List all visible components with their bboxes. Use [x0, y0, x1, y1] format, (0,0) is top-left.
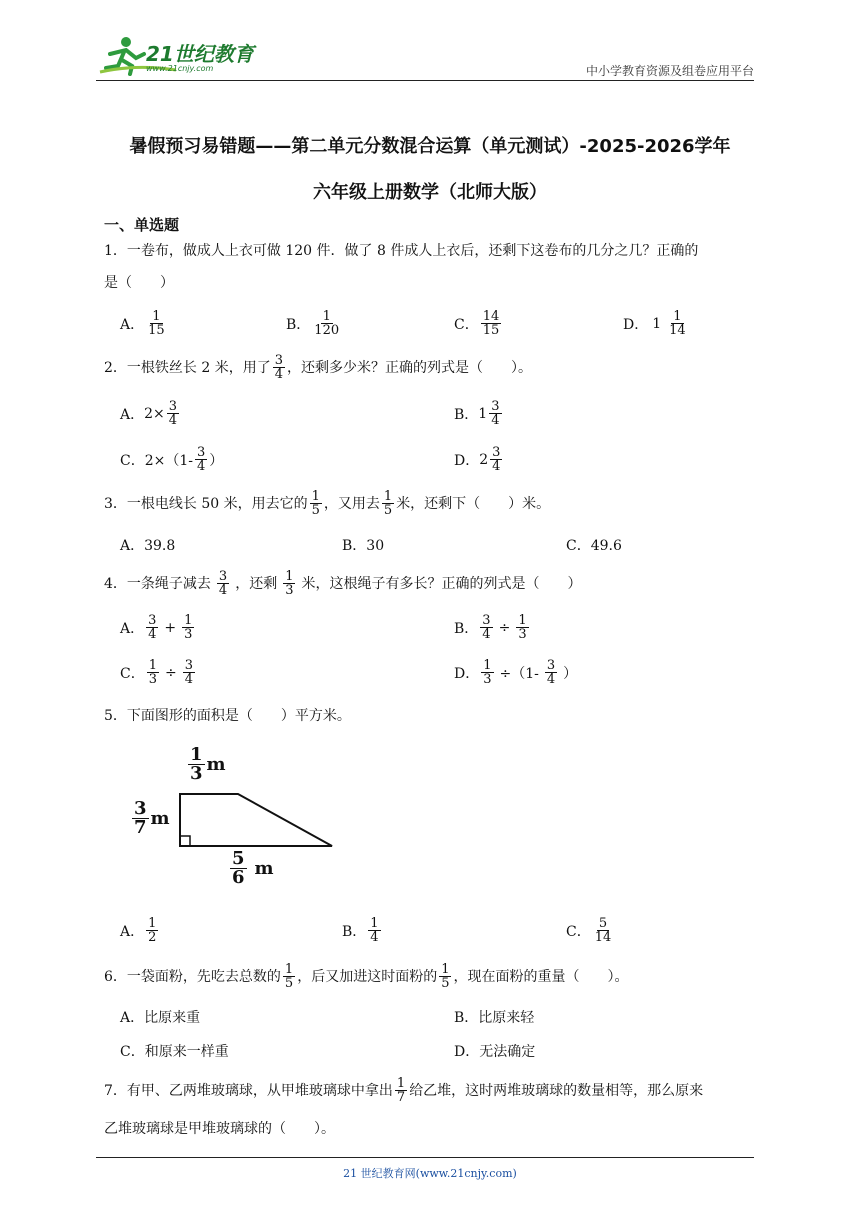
q6-option-c[interactable]: C．和原来一样重	[120, 1044, 229, 1060]
q1-option-c[interactable]: C． $\frac{14}{15}$	[454, 309, 500, 338]
q6-option-a[interactable]: A．比原来重	[120, 1010, 201, 1026]
q1-option-b[interactable]: B． $\frac{1}{120}$	[286, 309, 340, 338]
q4-option-a[interactable]: A． $\frac{3}{4}$ + $\frac{1}{3}$	[120, 613, 193, 642]
question-1-text-2: 是（ ）	[104, 275, 174, 291]
page-title-line2: 六年级上册数学（北师大版）	[313, 182, 547, 203]
q5-option-a[interactable]: A． $\frac{1}{2}$	[120, 916, 157, 945]
footer-divider	[96, 1157, 754, 1158]
q6-option-b[interactable]: B．比原来轻	[454, 1010, 535, 1026]
q3-option-b[interactable]: B．30	[342, 538, 385, 554]
question-4: 4．一条绳子减去 $\frac{3}{4}$ ，还剩 $\frac{1}{3}$ 米，这根绳子有多长？正确的列式是（ ）	[104, 569, 582, 598]
q4-option-b[interactable]: B． $\frac{3}{4}$ ÷ $\frac{1}{3}$	[454, 613, 527, 642]
bottom-base-label: $\frac{5}{6}$ m	[232, 848, 274, 888]
top-base-label: $\frac{1}{3}$ m	[190, 744, 226, 784]
question-2: 2．一根铁丝长 2 米，用了 $\frac{3}{4}$ ，还剩多少米？正确的列式是（ ）。	[104, 353, 532, 382]
q1-option-a[interactable]: A． $\frac{1}{15}$	[120, 309, 165, 338]
q3-option-c[interactable]: C．49.6	[566, 538, 622, 554]
height-label: $\frac{3}{7}$ m	[134, 798, 170, 838]
q4-option-c[interactable]: C． $\frac{1}{3}$ ÷ $\frac{3}{4}$	[120, 658, 194, 687]
trapezoid-figure	[128, 742, 348, 902]
site-logo	[96, 34, 256, 78]
logo-url: www.21cnjy.com	[146, 64, 214, 73]
question-7: 7．有甲、乙两堆玻璃球，从甲堆玻璃球中拿出 $\frac{1}{7}$ 给乙堆，这时两堆玻璃球的数量相等，那么原来	[104, 1076, 704, 1105]
q5-option-c[interactable]: C． $\frac{5}{14}$	[566, 916, 612, 945]
q2-option-d[interactable]: D． 2 $\frac{3}{4}$	[454, 445, 501, 474]
header-platform-text: 中小学教育资源及组卷应用平台	[585, 64, 754, 78]
question-1	[104, 241, 698, 293]
q2-option-b[interactable]: B． 1 $\frac{3}{4}$	[454, 399, 500, 428]
q6-option-d[interactable]: D．无法确定	[454, 1044, 536, 1060]
question-3: 3．一根电线长 50 米，用去它的 $\frac{1}{5}$ ，又用去 $\frac{1}{5}$ 米，还剩下（ ）米。	[104, 489, 551, 518]
question-7-text-2: 乙堆玻璃球是甲堆玻璃球的（ ）。	[104, 1121, 335, 1137]
q4-option-d[interactable]: D． $\frac{1}{3}$ ÷（1- $\frac{3}{4}$ ）	[454, 658, 578, 687]
question-5: 5．下面图形的面积是（ ）平方米。	[104, 708, 351, 724]
q3-option-a[interactable]: A．39.8	[120, 538, 176, 554]
question-6: 6．一袋面粉，先吃去总数的 $\frac{1}{5}$ ，后又加进这时面粉的 $\frac{1}{5}$ ，现在面粉的重量（ ）。	[104, 962, 629, 991]
logo-text: 21世纪教育	[146, 42, 254, 66]
question-1-text: 1．一卷布，做成人上衣可做 120 件．做了 8 件成人上衣后，还剩下这卷布的几分之几？正确的	[104, 243, 699, 259]
q5-option-b[interactable]: B． $\frac{1}{4}$	[342, 916, 379, 945]
q2-option-c[interactable]: C． 2×（1- $\frac{3}{4}$ ）	[120, 445, 224, 474]
q2-option-a[interactable]: A． 2× $\frac{3}{4}$	[120, 399, 178, 428]
footer-link[interactable]: 21 世纪教育网(www.21cnjy.com)	[343, 1167, 517, 1180]
section-heading: 一、单选题	[104, 216, 180, 234]
page-title-line1: 暑假预习易错题——第二单元分数混合运算（单元测试）-2025-2026学年	[129, 136, 731, 157]
header-divider	[96, 80, 754, 81]
q1-option-d[interactable]: D． 1 $\frac{1}{14}$	[623, 309, 686, 338]
